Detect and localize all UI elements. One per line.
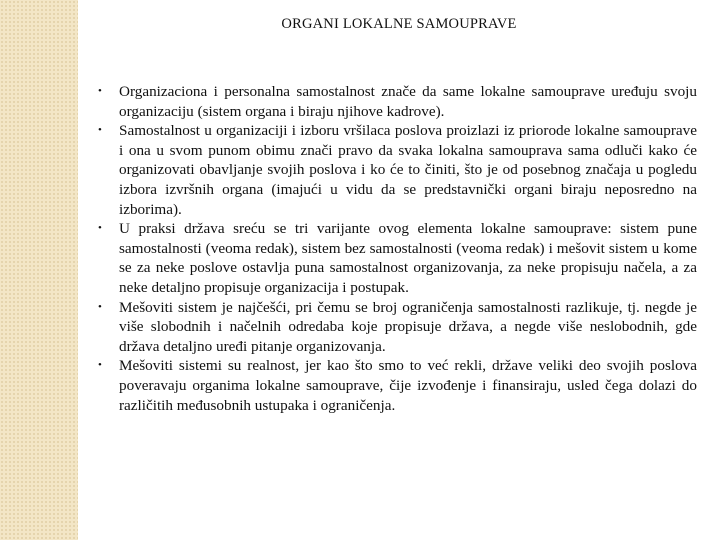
bullet-text: Organizaciona i personalna samostalnost znače da same lokalne samouprave uređuju svoju organizaciju (sistem organa i biraju njihove kadrove). — [119, 83, 697, 120]
bullet-icon: • — [98, 85, 102, 97]
bullet-text: Samostalnost u organizaciji i izboru vršilaca poslova proizlazi iz priorode lokalne samouprave i ona u svom punom obimu znači pravo da svaka lokalna samouprava sama odluči kako će organizovati obavljanje svojih poslova i ko će to činiti, što je od posebnog značaja u pogledu izbora izvršnih organa (imajući u vidu da se predstavnički organi biraju neposredno na izborima). — [119, 122, 697, 218]
bullet-icon: • — [98, 222, 102, 235]
bullet-list — [98, 82, 697, 415]
decorative-side-band — [0, 0, 78, 540]
bullet-text: U praksi država sreću se tri varijante ovog elementa lokalne samouprave: sistem pune samostalnosti (veoma redak), sistem bez samostalnosti (veoma redak) i mešovit sistem u kome se za neke poslove ostavlja puna samostalnost organizovanja, za neke propisuju načela, a za neke detaljno propisuje organizacija i postupak. — [119, 220, 697, 296]
bullet-item — [98, 82, 697, 121]
slide-title: ORGANI LOKALNE SAMOUPRAVE — [281, 16, 517, 32]
bullet-text: Mešoviti sistemi su realnost, jer kao što smo to već rekli, države veliki deo svojih poslova poveravaju organima lokalne samouprave, čije izvođenje i finansiraju, usled čega dolazi do različitih međusobnih ustupaka i ograničenja. — [119, 357, 697, 414]
bullet-item — [98, 219, 697, 297]
bullet-item — [98, 121, 697, 219]
bullet-item — [98, 298, 697, 357]
bullet-icon: • — [98, 124, 102, 137]
bullet-text: Mešoviti sistem je najčešći, pri čemu se broj ograničenja samostalnosti razlikuje, tj. negde je više slobodnih i načelnih odredaba koje propisuje država, a negde više neslobodnih, gde država detaljno uređi pitanje organizovanja. — [119, 298, 697, 355]
bullet-icon: • — [98, 359, 102, 372]
bullet-icon: • — [98, 300, 102, 313]
bullet-item — [98, 356, 697, 415]
